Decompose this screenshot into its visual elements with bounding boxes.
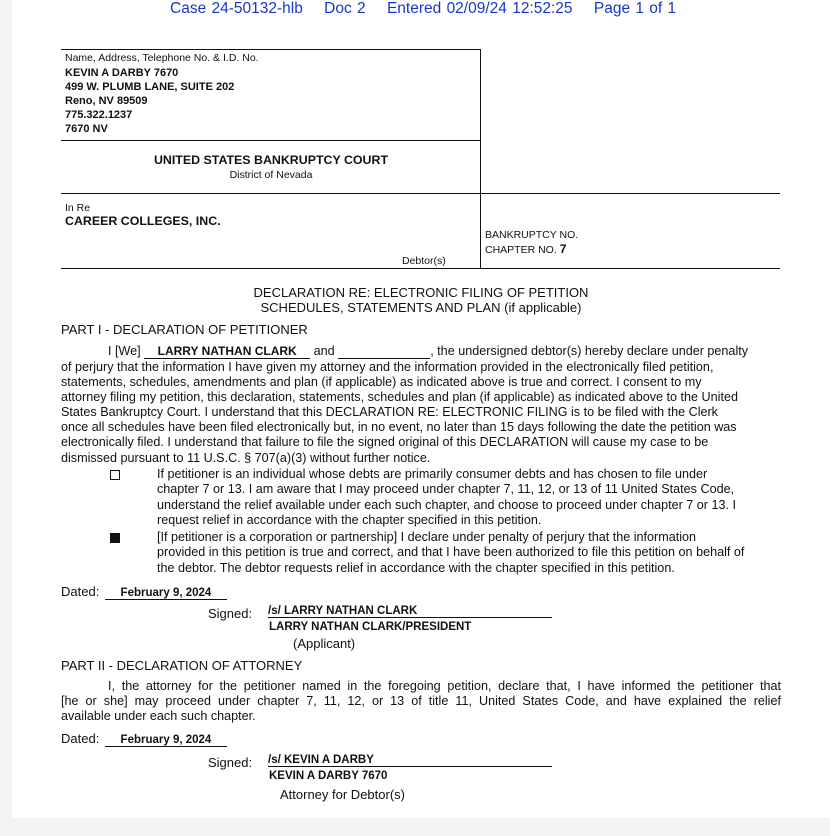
chapter-no-label: CHAPTER NO. — [485, 244, 557, 256]
bankruptcy-no-label: BANKRUPTCY NO. — [485, 229, 579, 241]
and-text: and — [313, 344, 335, 358]
declaration-title-line2: SCHEDULES, STATEMENTS AND PLAN (if applicable) — [260, 300, 582, 315]
option-individual — [157, 467, 736, 529]
part1-signature: /s/ LARRY NATHAN CLARK — [268, 605, 552, 618]
part2-signed-label: Signed: — [208, 755, 253, 770]
corporation-checkbox — [110, 533, 120, 543]
chapter-no-value: 7 — [559, 242, 567, 256]
body-line: of perjury that the information I have given my attorney and the information provided in the electronically filed petition, — [61, 360, 714, 374]
attorney-line: 7670 NV — [65, 123, 108, 135]
attorney-line: 775.322.1237 — [65, 109, 133, 121]
debtor-label: Debtor(s) — [402, 255, 446, 267]
part1-dated — [61, 584, 227, 600]
part2-line: [he or she] may proceed under chapter 7, 11, 12, or 13 of title 11, United States Code, and have explained the relief — [61, 694, 781, 709]
part1-signed-label: Signed: — [208, 606, 253, 621]
second-petitioner-blank — [338, 344, 430, 359]
we-prefix: I [We] — [108, 344, 141, 358]
case-number: Case 24-50132-hlb — [170, 0, 303, 17]
attorney-line: Reno, NV 89509 — [65, 95, 148, 107]
part2-heading: PART II - DECLARATION OF ATTORNEY — [61, 658, 303, 673]
part1-body — [61, 360, 738, 466]
option2-line: [If petitioner is a corporation or partnership] I declare under penalty of perjury that the information — [157, 530, 697, 544]
dated-label: Dated: — [61, 584, 100, 599]
option1-line: understand the relief available under each such chapter, and choose to proceed under chapter 7 or 13. I — [157, 497, 737, 512]
case-header — [170, 0, 692, 18]
body-line: dismissed pursuant to 11 U.S.C. § 707(a)(3) without further notice. — [61, 450, 431, 465]
part1-date: February 9, 2024 — [105, 587, 227, 600]
caption-top-border — [61, 49, 481, 50]
part1-heading: PART I - DECLARATION OF PETITIONER — [61, 322, 308, 337]
attorney-line: KEVIN A DARBY 7670 — [65, 67, 179, 79]
page-indicator: Page 1 of 1 — [593, 0, 677, 17]
attorney-box-label: Name, Address, Telephone No. & I.D. No. — [65, 52, 259, 64]
part2-signature: /s/ KEVIN A DARBY — [268, 754, 552, 767]
attorney-line: 499 W. PLUMB LANE, SUITE 202 — [65, 81, 235, 93]
caption-bottom-border — [61, 268, 780, 269]
chapter-no — [485, 242, 566, 256]
part1-first-line — [108, 344, 748, 359]
body-line: attorney filing my petition, this declaration, statements, schedules and plan (if applicable) as indicated above to the United — [61, 390, 738, 405]
caption-divider-1 — [61, 140, 481, 141]
petitioner-name: LARRY NATHAN CLARK — [144, 344, 310, 359]
body-line: once all schedules have been filed electronically but, in no event, no later than 15 days following the date the petition was — [61, 420, 737, 435]
body-line: statements, schedules, amendments and plan (if applicable) as indicated above is true and correct. I consent to my — [61, 375, 702, 390]
declaration-title-line1: DECLARATION RE: ELECTRONIC FILING OF PETITION — [253, 285, 589, 300]
part2-signer-role: Attorney for Debtor(s) — [280, 787, 405, 802]
court-district: District of Nevada — [229, 169, 313, 181]
dated-label: Dated: — [61, 731, 100, 746]
part2-body — [61, 679, 781, 724]
option1-line: chapter 7 or 13. I am aware that I may proceed under chapter 7, 11, 12, or 13 of 11 United States Code, — [157, 482, 735, 497]
part2-line: available under each such chapter. — [61, 709, 256, 724]
part2-date: February 9, 2024 — [105, 734, 227, 747]
doc-number: Doc 2 — [324, 0, 366, 17]
debtor-name: CAREER COLLEGES, INC. — [65, 214, 221, 228]
body-line: States Bankruptcy Court. I understand that this DECLARATION RE: ELECTRONIC FILING is to be filed with the Clerk — [61, 405, 718, 420]
attorney-info — [65, 66, 234, 136]
part2-dated — [61, 731, 227, 747]
caption-divider-2 — [61, 193, 780, 194]
entered-timestamp: Entered 02/09/24 12:52:25 — [386, 0, 573, 17]
line1-rest: , the undersigned debtor(s) hereby declare under penalty — [430, 344, 749, 358]
part2-line: I, the attorney for the petitioner named in the foregoing petition, declare that, I have informed the petitioner that — [108, 679, 781, 693]
in-re-label: In Re — [65, 202, 91, 214]
part1-signer-role: (Applicant) — [293, 636, 356, 651]
option1-line: If petitioner is an individual whose debts are primarily consumer debts and has chosen to file under — [157, 467, 708, 481]
document-page — [12, 0, 830, 818]
option1-line: request relief in accordance with the chapter specified in this petition. — [157, 513, 542, 528]
option2-line: provided in this petition is true and correct, and that I have been authorized to file this petition on behalf of — [157, 545, 745, 560]
court-name: UNITED STATES BANKRUPTCY COURT — [153, 153, 389, 167]
individual-checkbox — [110, 470, 120, 480]
part1-signer-name: LARRY NATHAN CLARK/PRESIDENT — [269, 621, 472, 633]
body-line: electronically filed. I understand that failure to file the signed original of this DECLARATION will cause my case to be — [61, 435, 709, 450]
option-corporation — [157, 530, 744, 576]
option2-line: the debtor. The debtor requests relief in accordance with the chapter specified in this petition. — [157, 560, 675, 575]
part2-signer-name: KEVIN A DARBY 7670 — [269, 770, 388, 782]
